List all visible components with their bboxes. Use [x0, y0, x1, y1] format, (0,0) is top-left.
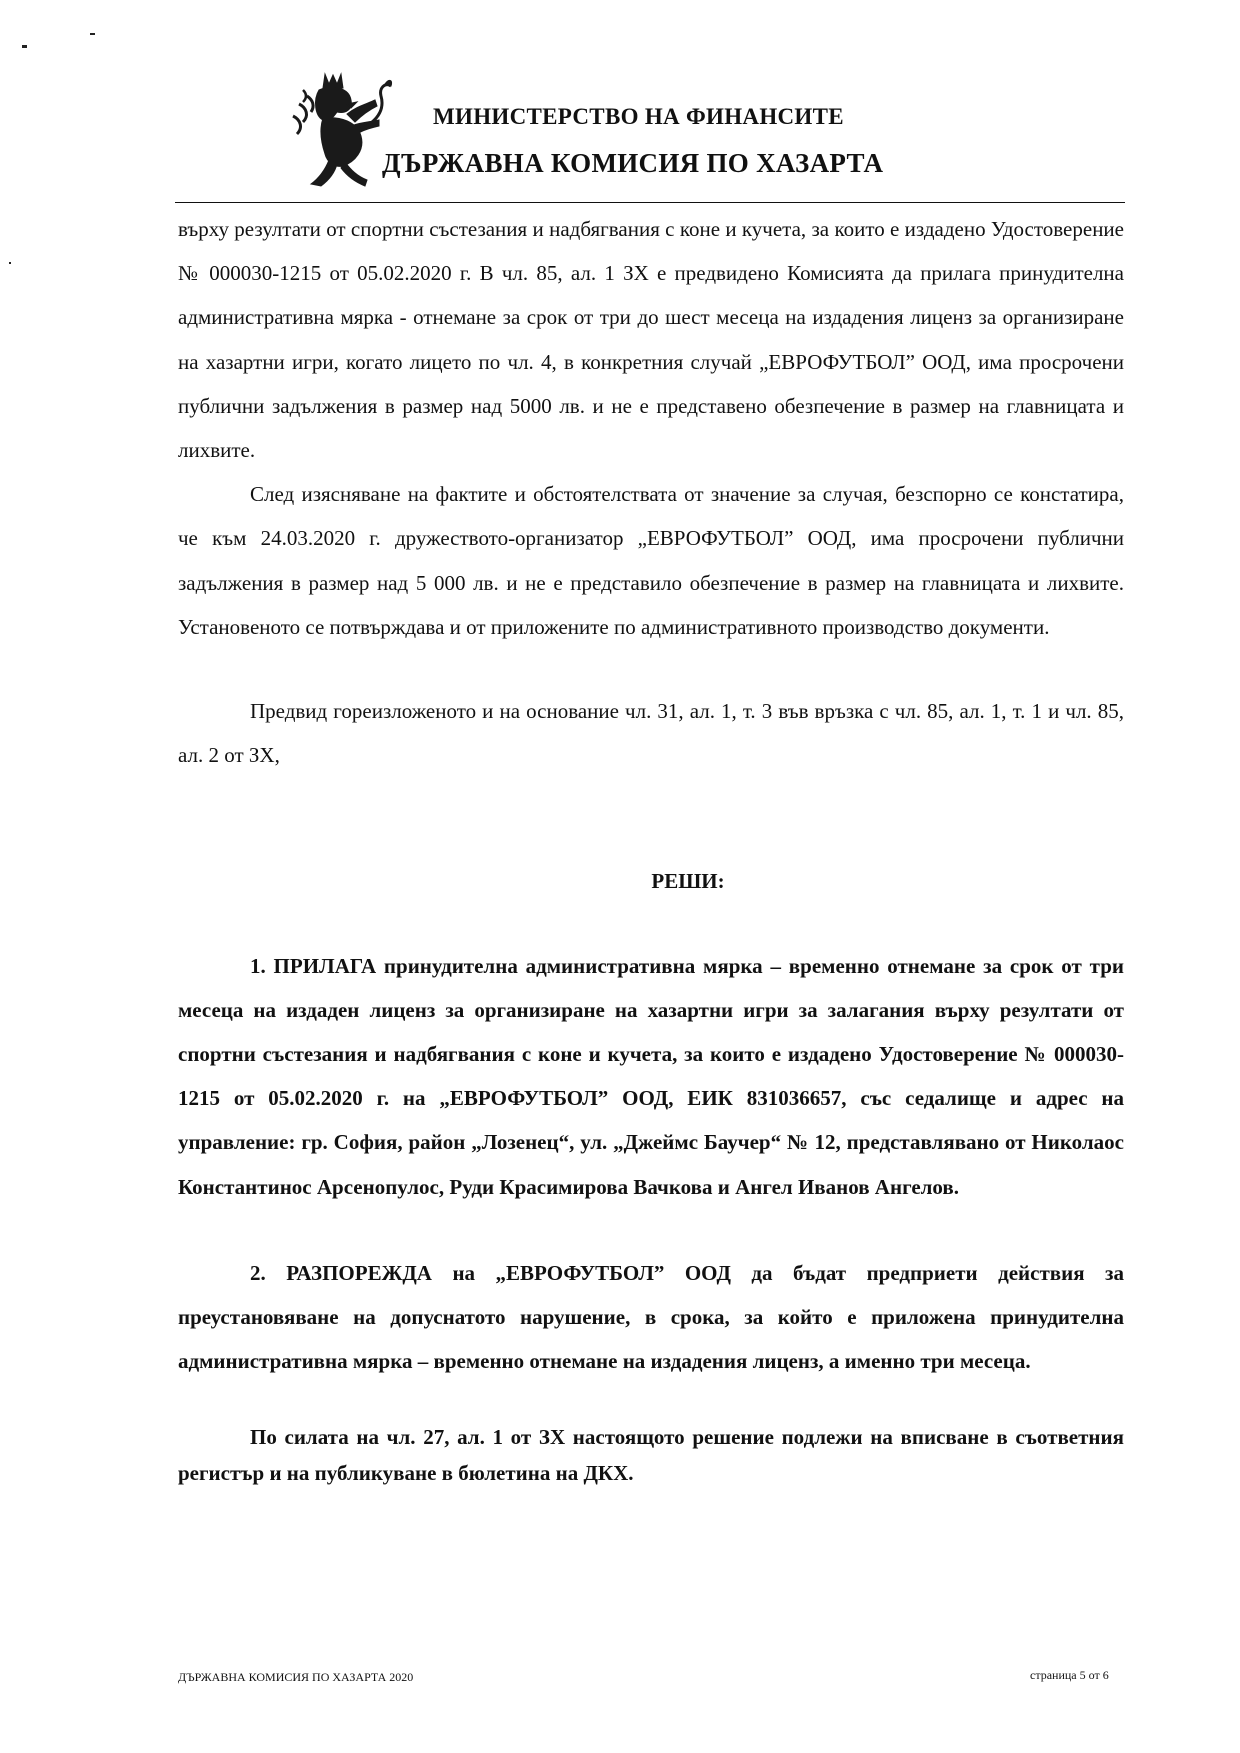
- closing-paragraph: По силата на чл. 27, ал. 1 от ЗХ настоящото решение подлежи на вписване в съответния регистър и на публикуване в бюлетина на ДКХ.: [178, 1425, 1124, 1486]
- scan-speck: [22, 45, 27, 48]
- decision-item-1: 1. ПРИЛАГА принудителна административна мярка – временно отнемане за срок от три месеца на издаден лиценз за организиране на хазартни игри за залагания върху резултати от спортни състезания и надбягвания с коне и кучета, за които е издадено Удостоверение № 000030-1215 от 05.02.2020 г. на „ЕВРОФУТБОЛ” ООД, ЕИК 831036657, със седалище и адрес на управление: гр. София, район „Лозенец“, ул. „Джеймс Баучер“ № 12, представлявано от Николаос Константинос Арсенопулос, Руди Красимирова Вачкова и Ангел Иванов Ангелов.: [178, 953, 1124, 1199]
- commission-name: ДЪРЖАВНА КОМИСИЯ ПО ХАЗАРТА: [382, 148, 884, 178]
- scan-speck: [90, 33, 95, 35]
- decision-item-2: 2. РАЗПОРЕЖДА на „ЕВРОФУТБОЛ” ООД да бъдат предприети действия за преустановяване на допуснатото нарушение, в срока, за който е приложена принудителна административна мярка – временно отнемане на издадения лиценз, а именно три месеца.: [178, 1260, 1124, 1374]
- ministry-name: МИНИСТЕРСТВО НА ФИНАНСИТЕ: [433, 104, 844, 129]
- scan-speck: [9, 262, 11, 264]
- paragraph-legal-basis: върху резултати от спортни състезания и надбягвания с коне и кучета, за които е издадено Удостоверение № 000030-1215 от 05.02.2020 г. В чл. 85, ал. 1 ЗХ е предвидено Комисията да прилага принудителна административна мярка - отнемане за срок от три до шест месеца на издадения лиценз за организиране на хазартни игри, когато лицето по чл. 4, в конкретния случай „ЕВРОФУТБОЛ” ООД, има просрочени публични задължения в размер над 5000 лв. и не е представено обезпечение в размер на главницата и лихвите.: [178, 217, 1124, 463]
- paragraph-findings: След изясняване на фактите и обстоятелствата от значение за случая, безспорно се констатира, че към 24.03.2020 г. дружеството-организатор „ЕВРОФУТБОЛ” ООД, има просрочени публични задължения в размер над 5 000 лв. и не е представило обезпечение в размер на главницата и лихвите. Установеното се потвърждава и от приложените по административното производство документи.: [178, 482, 1124, 639]
- document-body: [178, 207, 1124, 1491]
- decision-heading: РЕШИ:: [651, 869, 725, 894]
- letterhead: [285, 70, 925, 190]
- footer-issuer: ДЪРЖАВНА КОМИСИЯ ПО ХАЗАРТА 2020: [178, 1670, 414, 1684]
- header-divider: [175, 202, 1125, 203]
- paragraph-grounds: Предвид гореизложеното и на основание чл. 31, ал. 1, т. 3 във връзка с чл. 85, ал. 1, т. 1 и чл. 85, ал. 2 от ЗХ,: [178, 699, 1124, 768]
- page-number: страница 5 от 6: [1030, 1668, 1109, 1682]
- bulgarian-lion-crest-icon: [285, 70, 395, 188]
